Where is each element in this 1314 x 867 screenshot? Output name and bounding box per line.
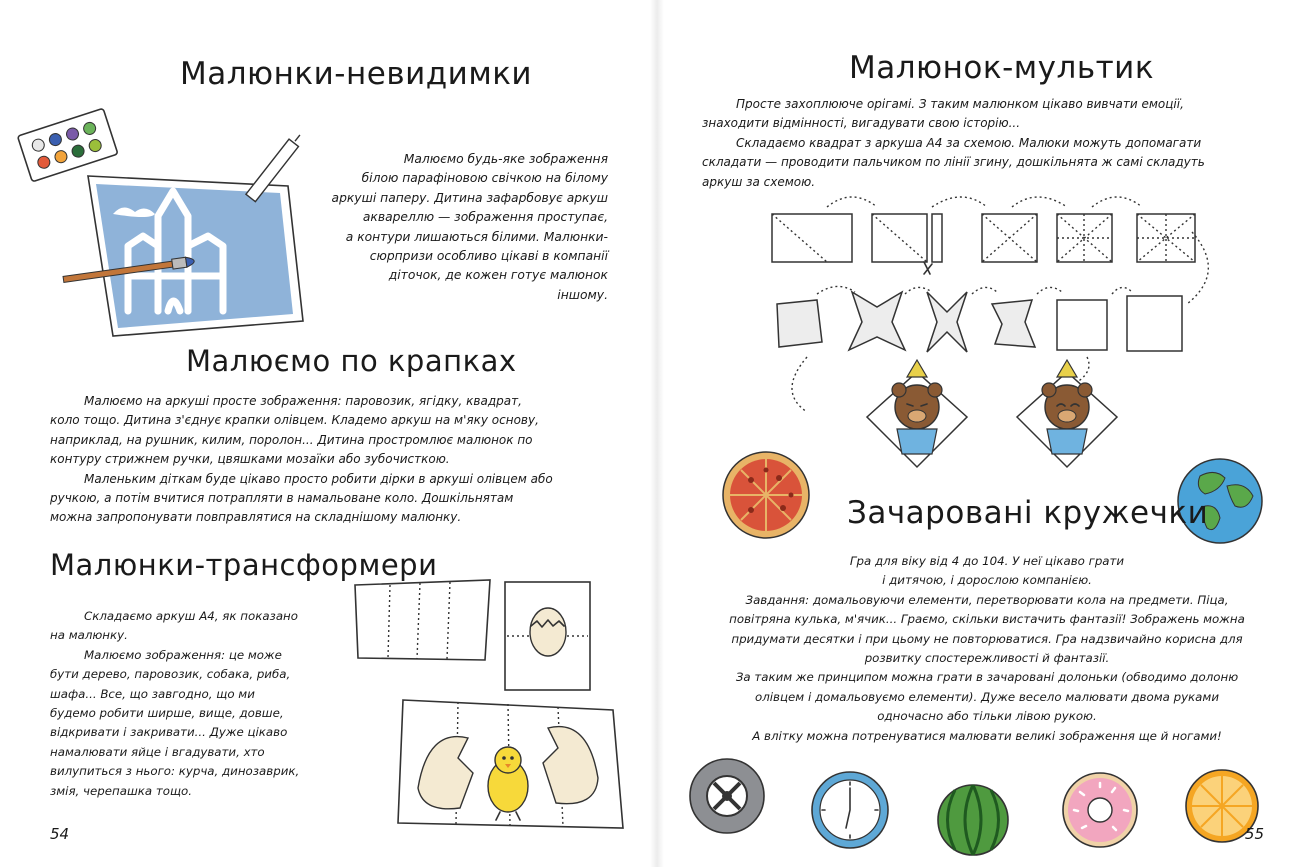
text-line: аквареллю — зображення проступає, bbox=[362, 210, 608, 225]
text-line: аркуш за схемою. bbox=[702, 174, 816, 189]
right-page bbox=[657, 0, 1314, 867]
text-line: вилупиться з нього: курча, динозаврик, bbox=[50, 764, 300, 779]
text-line: можна запропонувати повправлятися на складнішому малюнку. bbox=[50, 510, 462, 525]
text-line: намалювати яйце і вгадувати, хто bbox=[50, 744, 265, 759]
text-line: шафа... Все, що завгодно, що ми bbox=[50, 686, 255, 701]
egg-transformer-illustration bbox=[398, 698, 628, 833]
text-line: білою парафіновою свічкою на білому bbox=[361, 171, 608, 186]
origami-scheme-illustration bbox=[767, 192, 1227, 482]
text-line: коло тощо. Дитина з'єднує крапки олівцем. Кладемо аркуш на м'яку основу, bbox=[50, 413, 539, 428]
text-line: Складаємо аркуш А4, як показано bbox=[84, 609, 298, 623]
text-line: придумати десятки і при цьому не повторюватися. Гра надзвичайно корисна для bbox=[731, 631, 1243, 646]
watermelon-icon bbox=[935, 782, 1015, 862]
text-line: А влітку можна потренуватися малювати великі зображення ще й ногами! bbox=[752, 728, 1222, 743]
donut-icon bbox=[1060, 770, 1140, 850]
text-line: сюрпризи особливо цікаві в компанії bbox=[369, 249, 608, 264]
text-line: контуру стрижнем ручки, цвяшками мозаїки або зубочисткою. bbox=[50, 452, 450, 467]
pizza-icon bbox=[721, 450, 811, 540]
folded-paper-illustration bbox=[355, 580, 595, 700]
text-line: на малюнку. bbox=[50, 628, 128, 643]
text-line: Маленьким діткам буде цікаво просто робити дірки в аркуші олівцем або bbox=[84, 471, 553, 486]
text-line: діточок, де кожен готує малюнок bbox=[388, 268, 608, 283]
page-number-left: 54 bbox=[50, 825, 70, 843]
text-line: знаходити відмінності, вигадувати свою історію... bbox=[702, 116, 1021, 131]
clock-icon bbox=[810, 770, 890, 850]
page-number-right: 55 bbox=[1244, 825, 1264, 843]
text-line: і дитячою, і дорослою компанією. bbox=[882, 573, 1092, 588]
text-line: Завдання: домальовуючи елементи, перетворювати кола на предмети. Піца, bbox=[745, 592, 1229, 607]
text-line: повітряна кулька, м'ячик... Граємо, скільки вистачить фантазії! Зображень можна bbox=[729, 612, 1245, 627]
text-invisible-drawings bbox=[300, 150, 608, 305]
text-line: Гра для віку від 4 до 104. У неї цікаво грати bbox=[849, 554, 1125, 568]
text-line: За таким же принципом можна грати в зачаровані долоньки (обводимо долоню bbox=[735, 670, 1239, 685]
section-title-invisible-drawings: Малюнки-невидимки bbox=[180, 56, 533, 92]
section-title-cartoon-drawing: Малюнок-мультик bbox=[849, 50, 1155, 86]
text-line: ручкою, а потім вчитися потрапляти в намальоване коло. Дошкільнятам bbox=[50, 491, 514, 506]
text-line: Малюємо на аркуші просте зображення: паровозик, ягідку, квадрат, bbox=[84, 394, 522, 408]
text-line: аркуші паперу. Дитина зафарбовує аркуш bbox=[331, 190, 608, 205]
text-line: а контури лишаються білими. Малюнки- bbox=[345, 229, 608, 244]
text-line: Просте захоплююче орігамі. З таким малюнком цікаво вивчати емоції, bbox=[736, 97, 1184, 111]
text-dot-drawing bbox=[50, 392, 630, 528]
text-line: Складаємо квадрат з аркуша А4 за схемою. Малюки можуть допомагати bbox=[736, 135, 1202, 150]
watercolor-illustration bbox=[18, 96, 318, 346]
text-line: бути дерево, паровозик, собака, риба, bbox=[50, 667, 291, 682]
text-line: відкривати і закривати... Дуже цікаво bbox=[50, 725, 288, 740]
section-title-transformer-drawings: Малюнки-трансформери bbox=[50, 548, 438, 582]
text-line: олівцем і домальовуємо елементи). Дуже весело малювати двома руками bbox=[755, 689, 1219, 704]
section-title-dot-drawing: Малюємо по крапках bbox=[186, 344, 517, 378]
text-line: будемо робити ширше, вище, довше, bbox=[50, 706, 284, 721]
text-transformer-drawings bbox=[50, 607, 350, 801]
section-title-enchanted-circles: Зачаровані кружечки bbox=[847, 495, 1209, 531]
text-line: одночасно або тільки лівою рукою. bbox=[877, 709, 1097, 724]
text-line: розвитку спостережливості й фантазії. bbox=[864, 651, 1110, 666]
text-line: змія, черепашка тощо. bbox=[50, 783, 193, 798]
text-enchanted-circles bbox=[687, 552, 1287, 746]
text-line: іншому. bbox=[557, 287, 608, 302]
text-line: Малюємо зображення: це може bbox=[84, 647, 282, 662]
text-line: Малюємо будь-яке зображення bbox=[403, 152, 608, 166]
text-line: складати — проводити пальчиком по лінії згину, дошкільнята ж самі складуть bbox=[702, 155, 1205, 170]
text-cartoon-drawing bbox=[702, 95, 1282, 192]
text-line: наприклад, на рушник, килим, поролон... Дитина простромлює малюнок по bbox=[50, 432, 533, 447]
wheel-icon bbox=[687, 756, 767, 836]
